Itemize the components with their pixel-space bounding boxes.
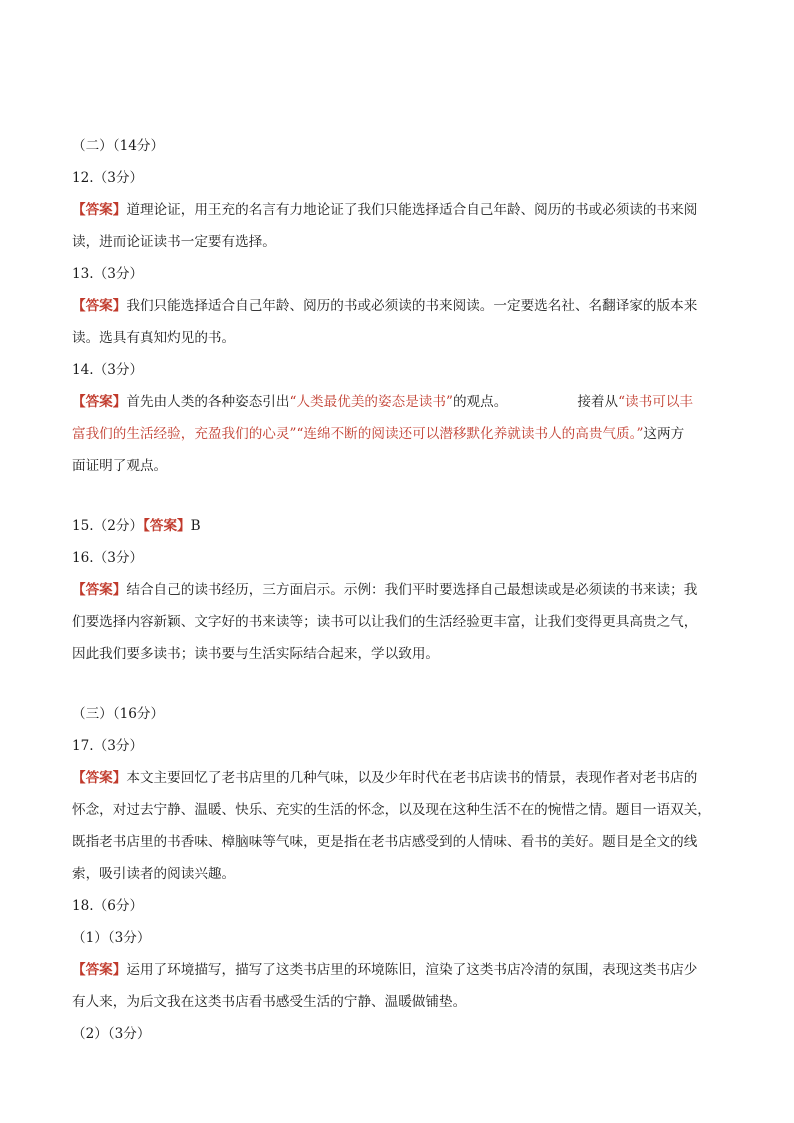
q13-answer-line-1 [72,290,732,322]
q14-answer-line-2 [72,418,732,450]
q17-answer-line-3: 既指老书店里的书香味、樟脑味等气味，更是指在老书店感受到的人情味、看书的美好。题目是全文的线 [72,834,698,850]
q17-answer-line-1 [72,762,732,794]
q18-label: 18.（6分） [72,898,144,914]
q18-sub1-answer-line-2: 有人来，为后文我在这类书店看书感受生活的宁静、温暖做铺垫。 [72,994,467,1010]
q12-answer-text-1: 道理论证，用王充的名言有力地论证了我们只能选择适合自己年龄、阅历的书或必须读的书来阅 [126,202,698,218]
answer-tag: 【答案】 [72,962,127,978]
q15-line [72,510,732,542]
q17-answer-line-2: 怀念，对过去宁静、温暖、快乐、充实的生活的怀念，以及现在这种生活不在的惋惜之情。题目一语双关， [72,802,711,818]
q14-label: 14.（3分） [72,362,144,378]
q14-quote-2-start: “读书可以丰 [618,394,694,410]
q17-label: 17.（3分） [72,738,144,754]
q16-label: 16.（3分） [72,550,144,566]
answer-tag: 【答案】 [143,518,191,534]
q16-answer-line-1 [72,574,732,606]
q12-label: 12.（3分） [72,170,144,186]
q18-sub1-answer-line-1 [72,954,732,986]
answer-tag: 【答案】 [72,202,127,218]
q15-answer: B [190,518,201,534]
section-3-header: （三）（16分） [72,706,165,722]
q16-answer-line-2: 们要选择内容新颖、文字好的书来读等；读书可以让我们的生活经验更丰富，让我们变得更具高贵之气， [72,614,698,630]
q16-answer-line-3: 因此我们要多读书；读书要与生活实际结合起来，学以致用。 [72,646,440,662]
answer-tag: 【答案】 [72,394,127,410]
q18-sub2-label: （2）（3分） [72,1026,151,1042]
q14-quote-2-end: 富我们的生活经验，充盈我们的心灵” [72,426,297,442]
q14-text-1d: 接着从 [577,394,619,410]
answer-tag: 【答案】 [72,582,127,598]
q13-answer-text-1: 我们只能选择适合自己年龄、阅历的书或必须读的书来阅读。一定要选名社、名翻译家的版本来 [126,298,698,314]
answer-tag: 【答案】 [72,298,127,314]
q14-answer-line-1 [72,386,732,418]
q14-text-1c: 的观点。 [452,394,508,410]
q16-answer-text-1: 结合自己的读书经历，三方面启示。示例：我们平时要选择自己最想读或是必须读的书来读；我 [126,582,698,598]
section-2-header: （二）（14分） [72,138,165,154]
q13-label: 13.（3分） [72,266,144,282]
answer-tag: 【答案】 [72,770,127,786]
q14-text-1a: 首先由人类的各种姿态引出 [126,394,290,410]
q14-text-2c: 这两方 [643,426,685,442]
q14-quote-3: “连绵不断的阅读还可以潜移默化养就读书人的高贵气质。” [296,426,644,442]
q18-sub1-label: （1）（3分） [72,930,151,946]
q14-answer-line-3: 面证明了观点。 [72,458,168,474]
q12-answer-line-2: 读，进而论证读书一定要有选择。 [72,234,276,250]
q15-label: 15.（2分） [72,518,144,534]
answer-document [72,130,732,1050]
q17-answer-line-4: 索，吸引读者的阅读兴趣。 [72,866,236,882]
q14-quote-1: “人类最优美的姿态是读书” [289,394,453,410]
q12-answer-line-1 [72,194,732,226]
q13-answer-line-2: 读。选具有真知灼见的书。 [72,330,236,346]
q17-answer-text-1: 本文主要回忆了老书店里的几种气味，以及少年时代在老书店读书的情景，表现作者对老书店的 [126,770,698,786]
q18-sub1-answer-text-1: 运用了环境描写，描写了这类书店里的环境陈旧，渲染了这类书店冷清的氛围，表现这类书店少 [126,962,698,978]
